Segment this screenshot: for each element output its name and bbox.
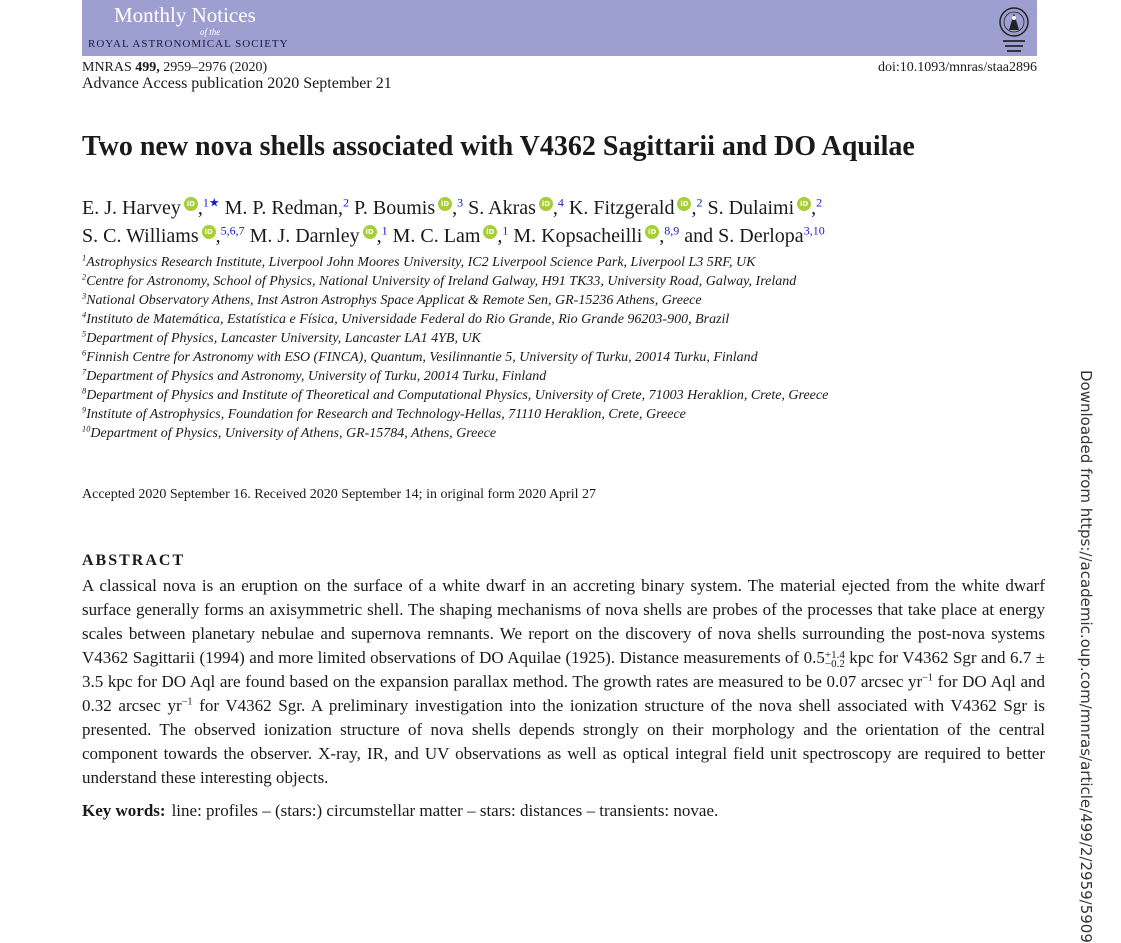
author-affiliation-ref[interactable]: 4 <box>557 195 564 210</box>
affiliation-number: 4 <box>82 310 87 320</box>
orcid-icon[interactable]: iD <box>438 197 452 211</box>
affiliation-number: 5 <box>82 329 87 339</box>
author <box>225 197 349 219</box>
affiliation-text: Centre for Astronomy, School of Physics, National University of Ireland Galway, H91 TK33, University Road, Galway, Ireland <box>86 274 797 289</box>
abstract-part-2: kpc for V4362 Sgr and 6.7 ± 3.5 kpc for DO Aql are found based on the expansion parallax method. The growth rates are measured to be 0.07 arcsec yr <box>82 648 1045 691</box>
author-name: and S. Derlopa <box>684 225 804 247</box>
journal-abbrev: MNRAS <box>82 60 132 75</box>
author-affiliation-ref[interactable]: 1 <box>502 223 509 238</box>
affiliation <box>82 386 1022 405</box>
affiliation <box>82 424 1022 443</box>
affiliation <box>82 253 1022 272</box>
journal-name: Monthly Notices <box>114 3 256 27</box>
affiliation-text: Department of Physics and Institute of Theoretical and Computational Physics, University of Crete, 71003 Heraklion, Crete, Greece <box>86 388 829 403</box>
orcid-icon[interactable]: iD <box>184 197 198 211</box>
abstract-text <box>82 574 1045 790</box>
affiliation <box>82 367 1022 386</box>
affiliation <box>82 348 1022 367</box>
keywords <box>82 800 718 822</box>
keywords-text: line: profiles – (stars:) circumstellar matter – stars: distances – transients: novae. <box>171 801 719 820</box>
affiliation-text: Department of Physics, Lancaster University, Lancaster LA1 4YB, UK <box>86 331 481 346</box>
orcid-icon[interactable]: iD <box>483 225 497 239</box>
author-name: K. Fitzgerald <box>568 197 675 219</box>
pages: 2959–2976 (2020) <box>163 60 268 75</box>
citation-line <box>82 60 267 76</box>
affiliation <box>82 310 1022 329</box>
author: S. C. Williams iD ,$^{5,6,7}$ <box>82 223 245 247</box>
affiliation-text: Instituto de Matemática, Estatística e Física, Universidade Federal do Rio Grande, Rio Grande 96203-900, Brazil <box>86 312 730 327</box>
orcid-icon[interactable]: iD <box>539 197 553 211</box>
author-name: M. Kopsacheilli <box>513 225 643 247</box>
affiliation <box>82 291 1022 310</box>
affiliation-number: 1 <box>82 253 87 263</box>
author-affiliation-ref[interactable]: 1★ <box>202 195 220 210</box>
author-name: M. J. Darnley <box>249 225 360 247</box>
author-affiliation-ref[interactable]: 2 <box>696 195 703 210</box>
author: S. Dulaimi iD ,$^2$ <box>707 195 823 219</box>
author-list <box>82 194 1042 250</box>
doi[interactable]: doi:10.1093/mnras/staa2896 <box>877 60 1037 75</box>
author: M. C. Lam iD ,$^1$ <box>392 223 509 247</box>
author: K. Fitzgerald iD ,$^2$ <box>568 195 703 219</box>
orcid-icon[interactable]: iD <box>677 197 691 211</box>
author-affiliation-ref[interactable]: 2 <box>816 195 823 210</box>
author-name: S. Akras <box>468 197 536 219</box>
affiliation-text: Department of Physics, University of Athens, GR-15784, Athens, Greece <box>90 426 497 441</box>
journal-society: ROYAL ASTRONOMICAL SOCIETY <box>88 38 289 50</box>
yr-exponent-1: −1 <box>922 672 934 684</box>
author-affiliation-ref[interactable]: 2 <box>342 195 349 210</box>
abstract-part-1: A classical nova is an eruption on the surface of a white dwarf in an accreting binary system. The material ejected from the white dwarf surface generally forms an axisymmetric shell. The shaping mechanisms of nova shells are probes of the processes that take place at energy scales between planetary nebulae and supernova remnants. We report on the discovery of nova shells surrounding the post-nova systems V4362 Sagittarii (1994) and more limited observations of DO Aquilae (1925). Distance measurements of 0.5 <box>82 576 1045 667</box>
affiliation-number: 2 <box>82 272 87 282</box>
author: E. J. Harvey iD ,$^{1★}$ <box>82 195 220 219</box>
author-name: M. P. Redman, <box>224 197 343 219</box>
author: M. J. Darnley iD ,$^1$ <box>249 223 388 247</box>
affiliation-number: 6 <box>82 348 87 358</box>
yr-exponent-2: −1 <box>181 696 193 708</box>
author-name: M. C. Lam <box>392 225 481 247</box>
affiliation-text: Astrophysics Research Institute, Liverpool John Moores University, IC2 Liverpool Science Park, Liverpool L3 5RF, UK <box>86 255 756 270</box>
affiliation <box>82 405 1022 424</box>
affiliation-text: Finnish Centre for Astronomy with ESO (FINCA), Quantum, Vesilinnantie 5, University of Turku, 20014 Turku, Finland <box>86 350 758 365</box>
author-affiliation-ref[interactable]: 5,6,7 <box>220 223 245 238</box>
affiliation-text: National Observatory Athens, Inst Astron Astrophys Space Applicat & Remote Sen, GR-15236 Athens, Greece <box>86 293 702 308</box>
advance-access: Advance Access publication 2020 September 21 <box>82 75 392 92</box>
author: M. Kopsacheilli iD ,$^{8,9}$ <box>513 223 680 247</box>
journal-of: of the <box>200 27 221 37</box>
author-name: E. J. Harvey <box>82 197 181 219</box>
affiliation-number: 8 <box>82 386 87 396</box>
download-note[interactable]: Downloaded from https://academic.oup.com/mnras/article/499/2/2959/5909 <box>1077 370 1095 943</box>
affiliation-number: 3 <box>82 291 87 301</box>
affiliation-number: 9 <box>82 405 87 415</box>
author-affiliation-ref[interactable]: 3 <box>457 195 464 210</box>
orcid-icon[interactable]: iD <box>363 225 377 239</box>
accepted-dates: Accepted 2020 September 16. Received 2020 September 14; in original form 2020 April 27 <box>82 487 596 502</box>
affiliation-text: Department of Physics and Astronomy, University of Turku, 20014 Turku, Finland <box>86 369 547 384</box>
author-affiliation-ref[interactable]: 8,9 <box>664 223 680 238</box>
orcid-icon[interactable]: iD <box>645 225 659 239</box>
volume: 499, <box>135 60 160 75</box>
author-name: S. Dulaimi <box>707 197 795 219</box>
distance-error <box>825 651 845 669</box>
paper-title: Two new nova shells associated with V4362 Sagittarii and DO Aquilae <box>82 131 915 162</box>
affiliation <box>82 272 1022 291</box>
orcid-icon[interactable]: iD <box>202 225 216 239</box>
author: S. Akras iD ,$^4$ <box>468 195 564 219</box>
affiliation-list <box>82 253 1022 443</box>
author <box>684 225 824 247</box>
abstract-part-3: for DO Aql and 0.32 arcsec yr <box>82 672 1046 715</box>
affiliation <box>82 329 1022 348</box>
orcid-icon[interactable]: iD <box>797 197 811 211</box>
author-name: S. C. Williams <box>82 225 199 247</box>
author: P. Boumis iD ,$^3$ <box>353 195 464 219</box>
affiliation-text: Institute of Astrophysics, Foundation for Research and Technology-Hellas, 71110 Heraklion, Crete, Greece <box>86 407 686 422</box>
distance-error-minus: −0.2 <box>824 658 845 670</box>
distance-error-plus: +1.4 <box>824 649 845 661</box>
abstract-heading: ABSTRACT <box>82 552 186 569</box>
affiliation-number: 10 <box>82 424 91 434</box>
abstract-part-4: for V4362 Sgr. A preliminary investigation into the ionization structure of the nova shell associated with V4362 Sgr is presented. The observed ionization structure of nova shells depends strongly on their morphology and the orientation of the central component towards the observer. X-ray, IR, and UV observations as well as optical integral field unit spectroscopy are required to better understand these interesting objects. <box>82 696 1045 787</box>
author-name: P. Boumis <box>353 197 436 219</box>
keywords-label: Key words: <box>82 801 166 820</box>
royal-astronomical-society-logo <box>997 5 1031 53</box>
author-affiliation-ref[interactable]: 3,10 <box>803 223 825 238</box>
author-affiliation-ref[interactable]: 1 <box>381 223 388 238</box>
journal-banner <box>82 0 1037 56</box>
affiliation-number: 7 <box>82 367 87 377</box>
